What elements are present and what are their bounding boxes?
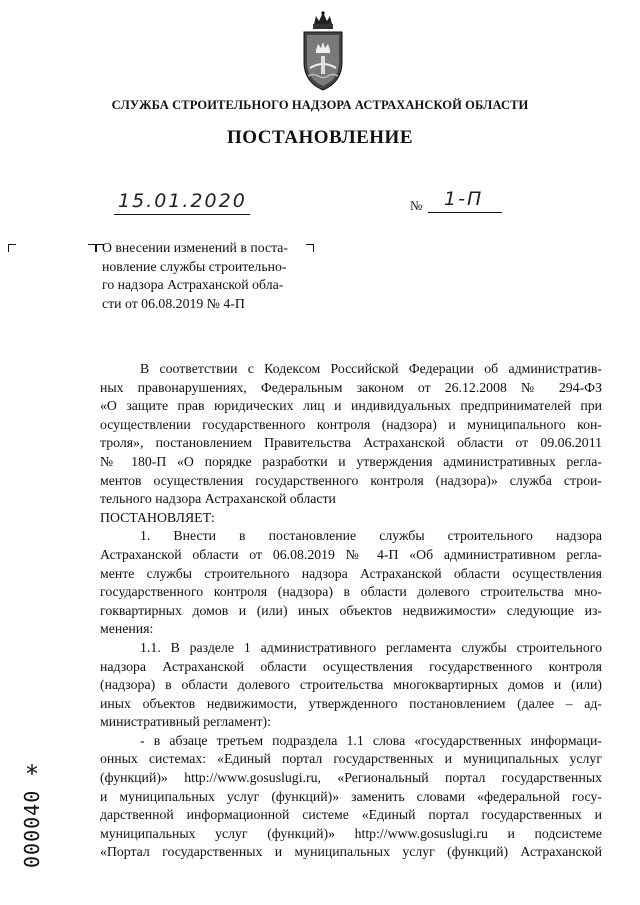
coat-of-arms-icon — [300, 10, 346, 92]
document-body — [100, 360, 602, 862]
body-line: дарственной информационной системе «Единый портал государственных и — [100, 807, 602, 823]
date-underline — [114, 214, 250, 215]
registration-code: 000040 — [20, 789, 44, 868]
handwritten-date: 15.01.2020 — [118, 190, 247, 212]
subject-line: О внесении изменений в поста- — [102, 240, 289, 255]
body-line: иных объектов недвижимости, утвержденного постановлением (далее – ад- — [100, 695, 602, 711]
body-line: гоквартирных домов и (или) иных объектов недвижимости» следующие из- — [100, 602, 602, 618]
body-line: (функций)» http://www.gosuslugi.ru, «Региональный портал государственных — [100, 770, 602, 786]
body-line: троля», постановлением Правительства Астраханской области от 09.06.2011 — [100, 435, 602, 451]
body-line: и муниципальных услуг (функций)» заменить словами «федеральной госу- — [100, 788, 602, 804]
number-field — [428, 190, 502, 216]
body-line: «О защите прав юридических лиц и индивидуальных предпринимателей при — [100, 398, 602, 414]
body-line: - в абзаце третьем подраздела 1.1 слова «государственных информаци- — [140, 732, 602, 748]
body-line: министративный регламент): — [100, 714, 271, 730]
body-line: 1.1. В разделе 1 административного регламента службы строительного — [140, 639, 602, 655]
side-registration-stamp — [16, 760, 66, 868]
body-line: (надзора) в области долевого строительства многоквартирных домов и (или) — [100, 677, 602, 693]
body-line: 1. Внести в постановление службы строительного надзора — [140, 528, 602, 544]
subject-line: го надзора Астраханской обла- — [102, 277, 284, 292]
date-field — [114, 192, 250, 218]
number-underline — [428, 212, 502, 213]
body-line: ных правонарушениях, Федеральным законом от 26.12.2008 № 294-ФЗ — [100, 379, 602, 395]
body-line: надзора Астраханской области осуществления государственного контроля — [100, 658, 602, 674]
body-line: «Портал государственных и муниципальных услуг (функций) Астраханской — [100, 844, 602, 860]
body-line: государственного контроля (надзора) в области долевого строительства мно- — [100, 584, 602, 600]
agency-name: СЛУЖБА СТРОИТЕЛЬНОГО НАДЗОРА АСТРАХАНСКОЙ ОБЛАСТИ — [111, 98, 529, 112]
handwritten-number: 1-П — [444, 188, 484, 210]
body-line: № 180-П «О порядке разработки и утверждения административных регла- — [100, 453, 602, 469]
resolves-heading: ПОСТАНОВЛЯЕТ: — [100, 509, 215, 525]
subject-line: новление службы строительно- — [102, 258, 287, 274]
body-line: менения: — [100, 621, 154, 637]
subject-line: сти от 06.08.2019 № 4-П — [102, 295, 245, 311]
body-line: муниципальных услуг (функций)» http://www.gosuslugi.ru и подсистеме — [100, 825, 602, 841]
body-line: тельного надзора Астраханской области — [100, 491, 336, 507]
body-line: менте службы строительного надзора Астраханской области осуществления — [100, 565, 602, 581]
document-subject — [102, 239, 308, 313]
corner-mark-left — [8, 244, 16, 252]
corner-mark-mid — [88, 244, 96, 252]
body-line: ментов осуществления государственного контроля (надзора)» служба строи- — [100, 472, 602, 488]
number-sign: № — [410, 198, 423, 213]
body-line: осуществлении государственного контроля (надзора) и муниципального кон- — [100, 416, 602, 432]
body-line: Астраханской области от 06.08.2019 № 4-П «Об административном регла- — [100, 546, 602, 562]
body-line: онных системах: «Единый портал государственных и муниципальных услуг — [100, 751, 602, 767]
asterisk-mark: * — [26, 760, 38, 788]
document-type-title: ПОСТАНОВЛЕНИЕ — [226, 127, 414, 148]
body-line: В соответствии с Кодексом Российской Федерации об административ- — [140, 361, 602, 376]
